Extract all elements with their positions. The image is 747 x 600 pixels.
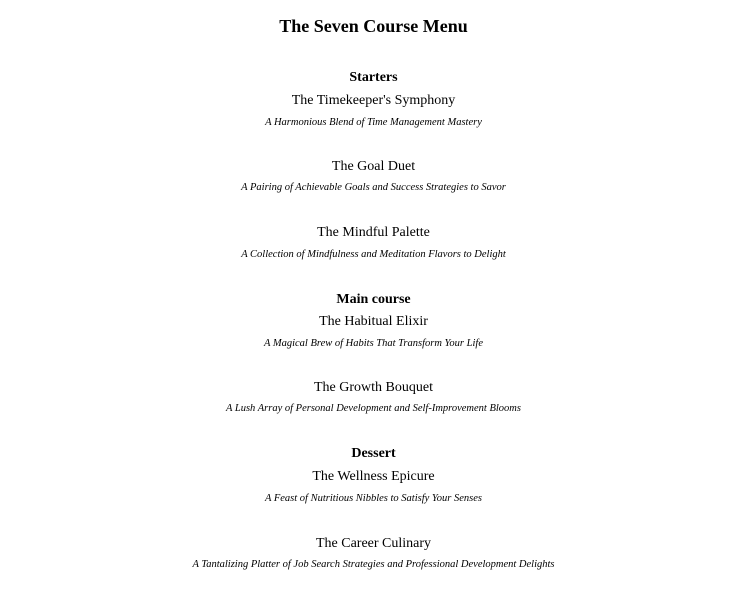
dish-description: A Collection of Mindfulness and Meditation Flavors to Delight	[241, 249, 506, 260]
dish-name: The Goal Duet	[331, 159, 416, 174]
dish-name: The Wellness Epicure	[312, 469, 435, 484]
section-heading-main-course: Main course	[336, 292, 411, 307]
dish-description: A Harmonious Blend of Time Management Mastery	[265, 117, 482, 128]
dish-description: A Pairing of Achievable Goals and Success Strategies to Savor	[241, 182, 506, 193]
dish-name: The Career Culinary	[315, 536, 432, 551]
section-heading-dessert: Dessert	[351, 446, 396, 461]
dish-name: The Growth Bouquet	[314, 380, 433, 395]
dish-description: A Magical Brew of Habits That Transform Your Life	[264, 338, 483, 349]
dish-name: The Mindful Palette	[317, 225, 430, 240]
menu-title: The Seven Course Menu	[279, 16, 468, 36]
dish-description: A Tantalizing Platter of Job Search Strategies and Professional Development Delights	[192, 559, 555, 570]
dish-description: A Feast of Nutritious Nibbles to Satisfy Your Senses	[264, 493, 483, 504]
dish-name: The Timekeeper's Symphony	[291, 93, 456, 108]
dish-name: The Habitual Elixir	[319, 314, 428, 329]
dish-description: A Lush Array of Personal Development and Self-Improvement Blooms	[226, 403, 521, 414]
section-heading-starters: Starters	[349, 70, 398, 85]
